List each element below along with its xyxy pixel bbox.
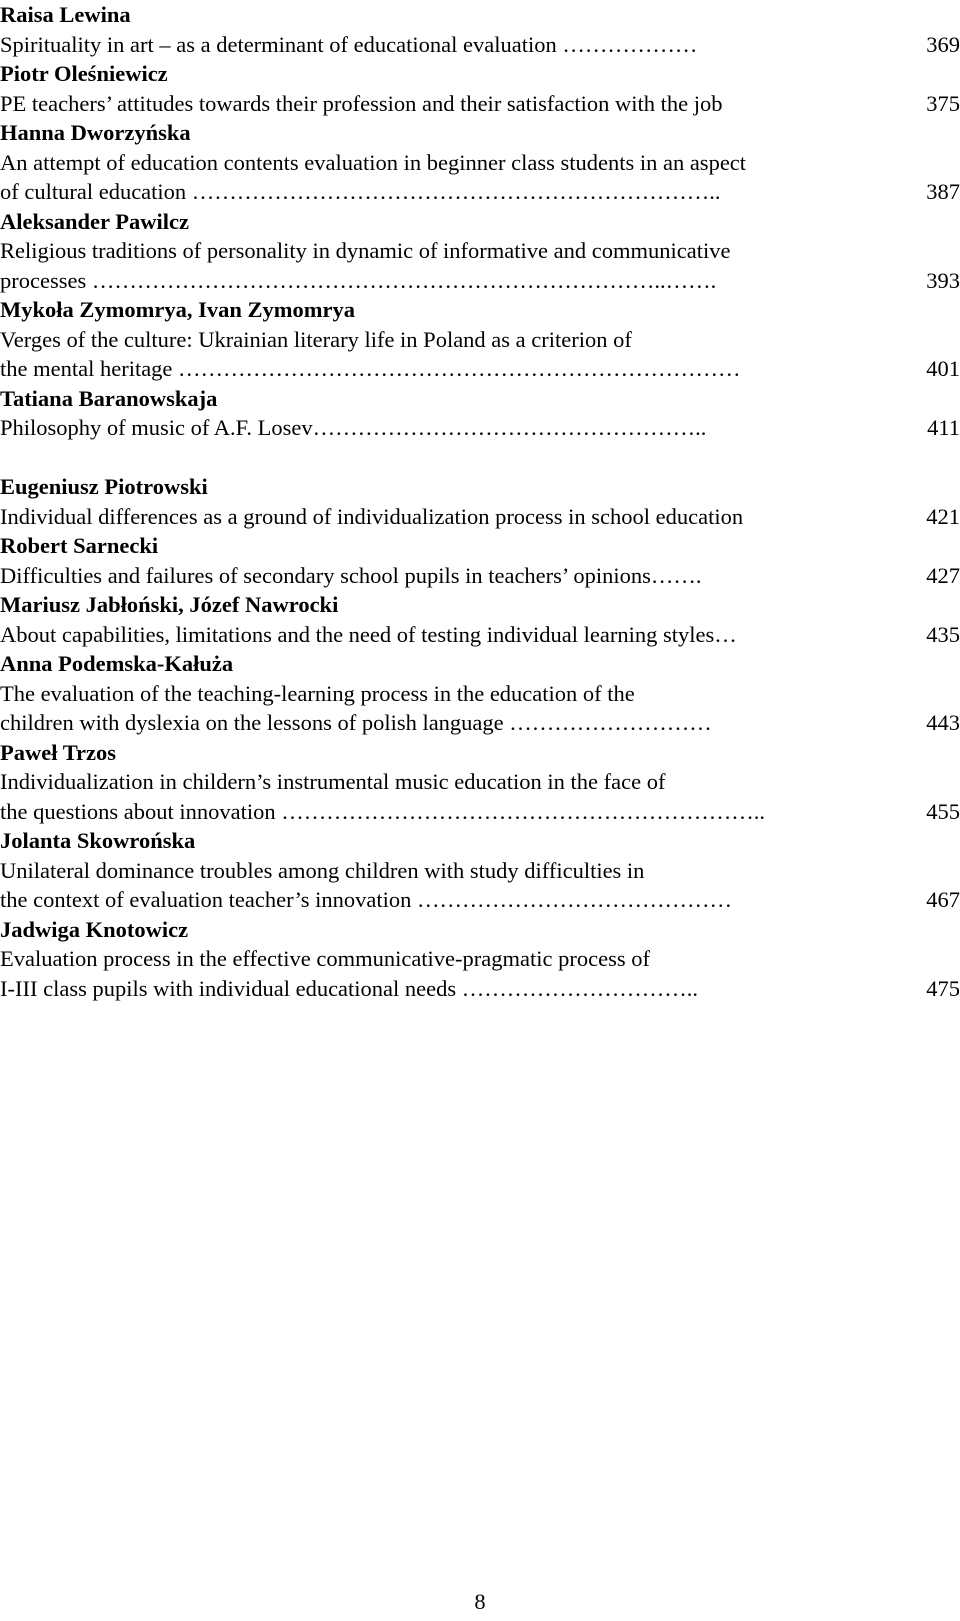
entry-page-number: 369 bbox=[926, 31, 960, 57]
entry-author: Piotr Oleśniewicz bbox=[0, 61, 168, 86]
entry-page-number: 455 bbox=[926, 798, 960, 824]
entry-page-number: 467 bbox=[926, 887, 960, 912]
entry-title-line: Philosophy of music of A.F. Losev…………………………………………….. 411 bbox=[0, 413, 960, 443]
entry-page-number: 393 bbox=[926, 267, 960, 293]
entry-page-number: 375 bbox=[926, 90, 960, 116]
entry-title-line: the questions about innovation ……………………………………………………….. 455 bbox=[0, 797, 960, 827]
entry-page-number: 475 bbox=[926, 975, 960, 1001]
entry-title-line: I-III class pupils with individual educational needs ………………………….. 475 bbox=[0, 974, 960, 1004]
section-gap bbox=[0, 443, 960, 473]
entry-title-line: Unilateral dominance troubles among children with study difficulties in bbox=[0, 857, 645, 883]
entry-title-line: Individual differences as a ground of individualization process in school education 421 bbox=[0, 502, 960, 532]
entry-page-number: 427 bbox=[926, 562, 960, 588]
entry-page-number: 411 bbox=[927, 415, 960, 440]
entry-author: Anna Podemska-Kałuża bbox=[0, 651, 234, 676]
entry-page-number: 401 bbox=[926, 356, 960, 381]
entry-title-line: Verges of the culture: Ukrainian literary life in Poland as a criterion of bbox=[0, 326, 632, 352]
entry-author: Eugeniusz Piotrowski bbox=[0, 474, 208, 499]
entry-title-line: PE teachers’ attitudes towards their profession and their satisfaction with the job 375 bbox=[0, 89, 960, 119]
entry-title-line: processes …………………………………………………………………..……. 393 bbox=[0, 266, 960, 296]
entry-title-line: The evaluation of the teaching-learning process in the education of the bbox=[0, 680, 635, 706]
entry-title-line: Spirituality in art – as a determinant of educational evaluation ……………… 369 bbox=[0, 30, 960, 60]
entry-author: Aleksander Pawilcz bbox=[0, 208, 189, 234]
entry-title-line: Religious traditions of personality in dynamic of informative and communicative bbox=[0, 238, 731, 263]
entry-title-line: An attempt of education contents evaluation in beginner class students in an aspect bbox=[0, 149, 747, 175]
page-number-footer: 8 bbox=[474, 1589, 486, 1614]
entry-title-line: Difficulties and failures of secondary school pupils in teachers’ opinions……. 427 bbox=[0, 561, 960, 591]
entry-title-line: Individualization in childern’s instrumental music education in the face of bbox=[0, 769, 666, 794]
entry-author: Paweł Trzos bbox=[0, 739, 117, 765]
entry-author: Jolanta Skowrońska bbox=[0, 828, 196, 853]
entry-title-line: of cultural education …………………………………………………………….. 387 bbox=[0, 177, 960, 207]
entry-title-line: Evaluation process in the effective communicative-pragmatic process of bbox=[0, 946, 650, 971]
entry-author: Mariusz Jabłoński, Józef Nawrocki bbox=[0, 592, 339, 617]
entry-author: Tatiana Baranowskaja bbox=[0, 385, 218, 411]
entry-author: Mykoła Zymomrya, Ivan Zymomrya bbox=[0, 297, 355, 322]
entry-title-line: About capabilities, limitations and the need of testing individual learning styles… 435 bbox=[0, 620, 960, 650]
entry-title-line: the context of evaluation teacher’s innovation …………………………………… 467 bbox=[0, 885, 960, 915]
entry-title-line: children with dyslexia on the lessons of polish language ……………………… 443 bbox=[0, 708, 960, 738]
entry-author: Robert Sarnecki bbox=[0, 533, 159, 558]
entry-author: Raisa Lewina bbox=[0, 2, 131, 27]
entry-author: Hanna Dworzyńska bbox=[0, 120, 191, 145]
entry-page-number: 443 bbox=[926, 710, 960, 735]
entry-page-number: 387 bbox=[926, 179, 960, 204]
entry-author: Jadwiga Knotowicz bbox=[0, 916, 189, 942]
entry-page-number: 435 bbox=[926, 621, 960, 647]
entry-title-line: the mental heritage ………………………………………………………………… 401 bbox=[0, 354, 960, 384]
entry-page-number: 421 bbox=[926, 503, 960, 529]
